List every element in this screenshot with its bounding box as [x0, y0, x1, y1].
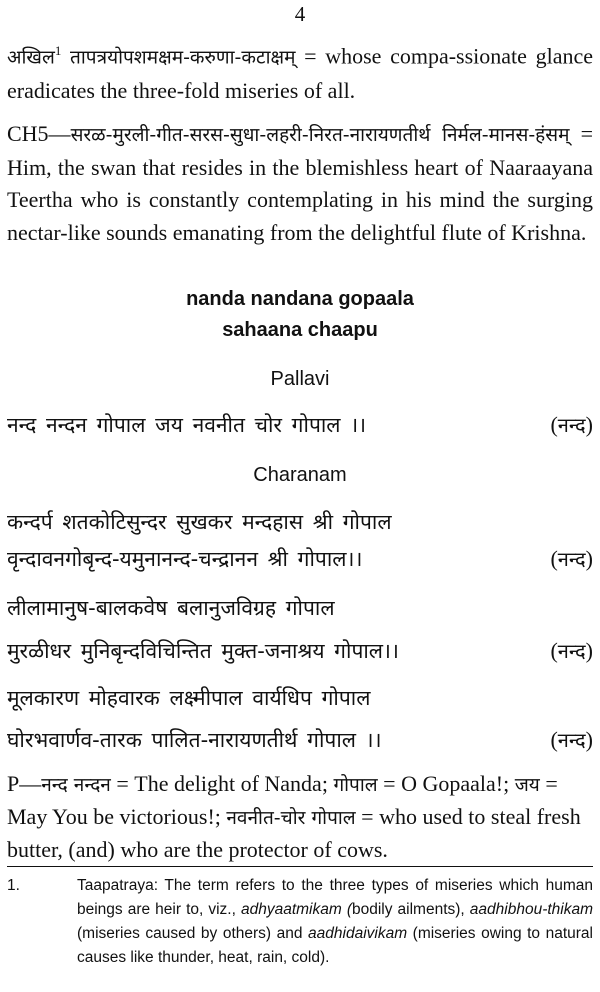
gloss-paragraph-1 [7, 34, 593, 107]
charanam-line [7, 544, 593, 574]
refrain-marker: (नन्द) [550, 412, 593, 437]
page [7, 0, 593, 992]
song-raga: sahaana chaapu [222, 319, 378, 341]
pallavi-line [7, 410, 593, 440]
song-title: nanda nandana gopaala [186, 288, 414, 310]
gloss-paragraph-2 [7, 118, 593, 249]
footnote-number: 1. [7, 877, 20, 894]
footnote-marker: 1 [54, 43, 62, 58]
pallavi-heading: Pallavi [270, 368, 330, 390]
verse-text: नन्द नन्दन गोपाल जय नवनीत चोर गोपाल ।। [7, 413, 367, 437]
verse-text: मुरळीधर मुनिबृन्दविचिन्तित मुक्त-जनाश्रय गोपाल।। [7, 639, 399, 663]
charanam-line [7, 636, 593, 666]
charanam-line [7, 683, 593, 713]
verse-text: मूलकारण मोहवारक लक्ष्मीपाल वार्यधिप गोपाल [7, 686, 371, 710]
charanam-heading: Charanam [253, 464, 347, 486]
gloss-paragraph-3 [7, 768, 593, 866]
footnote-divider [7, 866, 593, 867]
gloss-text: = The delight of Nanda; [110, 771, 334, 796]
verse-text: लीलामानुष-बालकवेष बलानुजविग्रह गोपाल [7, 596, 335, 620]
refrain-marker: (नन्द) [550, 727, 593, 752]
devanagari-term: सरळ-मुरली-गीत-सरस-सुधा-लहरी-निरत-नारायणतीर्थ निर्मल-मानस-हंसम् [70, 124, 570, 146]
gloss-text: = who used to steal fresh butter, (and) who are the protector of cows. [7, 804, 581, 862]
refrain-marker: (नन्द) [550, 638, 593, 663]
verse-text: वृन्दावनगोबृन्द-यमुनानन्द-चन्द्रानन श्री गोपाल।। [7, 547, 363, 571]
refrain-marker: (नन्द) [550, 546, 593, 571]
devanagari-term: नवनीत-चोर गोपाल [226, 807, 356, 829]
verse-text: कन्दर्प शतकोटिसुन्दर सुखकर मन्दहास श्री गोपाल [7, 510, 392, 534]
charanam-line [7, 725, 593, 755]
charanam-line [7, 593, 593, 623]
gloss-lead: CH5— [7, 121, 71, 146]
devanagari-term: जय [514, 774, 540, 796]
page-number: 4 [294, 2, 306, 26]
gloss-text: = whose compa-ssionate glance eradicates the three-fold miseries of all. [7, 43, 594, 104]
gloss-text: = Him, the swan that resides in the blemishless heart of Naaraayana Teertha who is constantly contemplating in his mind the surging nectar-like sounds emanating from the delightful flute of Krishna. [7, 121, 593, 245]
charanam-line [7, 507, 593, 537]
devanagari-term: तापत्रयोपशमक्षम-करुणा-कटाक्षम् [70, 46, 296, 69]
devanagari-term: गोपाल [333, 774, 378, 796]
verse-text: घोरभवार्णव-तारक पालित-नारायणतीर्थ गोपाल ।। [7, 728, 382, 752]
devanagari-term: अखिल [7, 46, 55, 69]
devanagari-term: नन्द नन्दन [41, 774, 111, 796]
gloss-lead: P— [7, 771, 42, 796]
footnote-text: Taapatraya: The term refers to the three types of miseries which human beings are heir to, viz., adhyaatmikam (bodily ailments), aadhibhou-thikam (miseries caused by others) and aadhidaivikam (miseries owing to natural causes like thunder, heat, rain, cold). [77, 877, 594, 966]
gloss-text: = O Gopaala!; [377, 771, 515, 796]
gloss-text: = May You be victorious!; [7, 771, 558, 829]
